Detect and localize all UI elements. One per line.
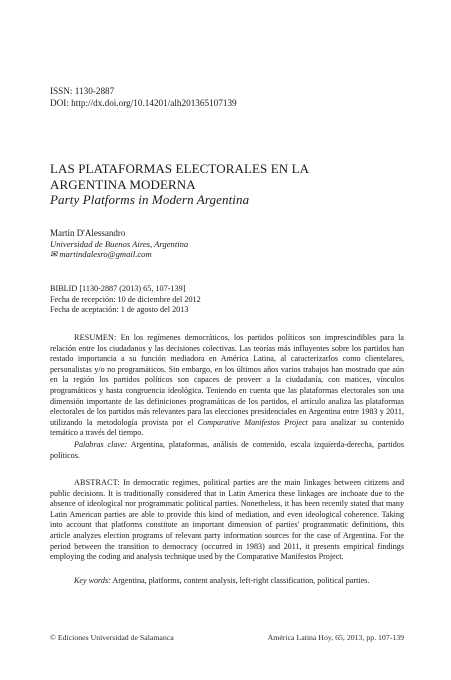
resumen-project: Comparative Manifestos Project — [197, 417, 308, 427]
palabras-clave-paragraph — [50, 440, 404, 461]
resumen-tail: para analizar su contenido temático a través del tiempo. — [50, 417, 404, 438]
biblid-line: BIBLID [1130-2887 (2013) 65, 107-139] — [50, 284, 186, 293]
abstract-text: In democratic regimes, political parties are the main linkages between citizens and public decisions. It is traditionally considered that in Latin America these linkages are inchoate due to the absence of ideological nor programmatic political parties. Nonetheless, it has been recently stated that many Latin American parties are able to provide this kind of mediation, and even ideological coherence. Taking into account that platforms constitute an important dimension of parties' programmatic definitions, this article analyzes election programs of relevant party information sources for the case of Argentina. For the period between the transition to democracy (occurred in 1983) and 2011, it presents empirical findings employing the coding and analysis technique used by the Comparative Manifestos Project. — [50, 478, 404, 562]
palabras-clave-label: Palabras clave: — [74, 440, 128, 449]
footer-publisher: © Ediciones Universidad de Salamanca — [50, 633, 174, 642]
reception-date: Fecha de recepción: 10 de diciembre del 2012 — [50, 294, 201, 304]
biblid-block — [50, 284, 404, 316]
issn: ISSN: 1130-2887 — [50, 86, 115, 96]
resumen-paragraph — [50, 333, 404, 439]
title-english: Party Platforms in Modern Argentina — [50, 192, 250, 207]
resumen-label: RESUMEN: — [74, 333, 117, 342]
keywords-paragraph — [50, 576, 404, 587]
doi-link[interactable]: DOI: http://dx.doi.org/10.14201/alh201365107139 — [50, 97, 237, 108]
author-block — [50, 228, 404, 260]
author-name: Martín D'Alessandro — [50, 228, 126, 238]
page-footer — [50, 633, 404, 642]
palabras-clave-text: Argentina, plataformas, análisis de contenido, escala izquierda-derecha, partidos políticos. — [50, 440, 404, 460]
title-spanish-line2: ARGENTINA MODERNA — [50, 176, 196, 192]
footer-citation: América Latina Hoy, 65, 2013, pp. 107-139 — [267, 633, 404, 642]
article-identifiers — [50, 86, 404, 109]
keywords-text: Argentina, platforms, content analysis, left-right classification, political parties. — [110, 576, 370, 585]
article-title — [50, 161, 404, 208]
acceptance-date: Fecha de aceptación: 1 de agosto del 2013 — [50, 305, 189, 314]
title-spanish-line1: LAS PLATAFORMAS ELECTORALES EN LA — [50, 161, 310, 176]
author-email[interactable]: ✉ martindalesro@gmail.com — [50, 249, 152, 259]
author-affiliation: Universidad de Buenos Aires, Argentina — [50, 238, 189, 249]
abstract-paragraph — [50, 478, 404, 563]
abstract-label: ABSTRACT: — [74, 478, 120, 487]
keywords-label: Key words: — [74, 576, 111, 585]
resumen-text: En los regímenes democráticos, los partidos políticos son imprescindibles para la relación entre los ciudadanos y las decisiones colectivas. Las teorías más influyentes sobre los partidos han restado importancia a su función mediadora en América Latina, al caracterizarlos como clientelares, personalistas y/o no programáticos. Sin embargo, en los últimos años varios trabajos han mostrado que aún en la región los partidos políticos son capaces de proveer a la ciudadanía, con matices, vínculos programáticos y hasta congruencia ideológica. Teniendo en cuenta que las plataformas electorales son una dimensión importante de las definiciones programáticas de los partidos, el artículo analiza las plataformas electorales de los partidos más relevantes para las elecciones presidenciales en Argentina entre 1983 y 2011, utilizando la metodología provista por el — [50, 333, 404, 427]
